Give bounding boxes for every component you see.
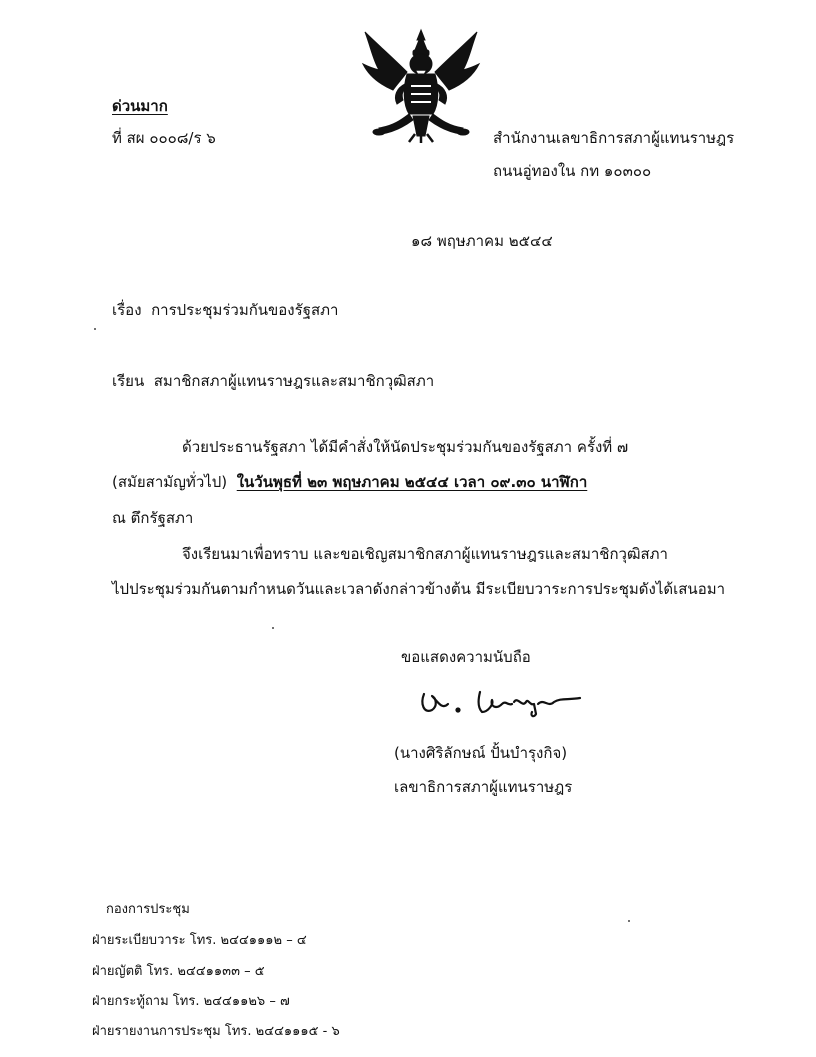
meeting-datetime: ในวันพุธที่ ๒๓ พฤษภาคม ๒๕๔๔ เวลา ๐๙.๓๐ นาฬิกา	[236, 473, 588, 491]
body-paragraph-2-line-1: จึงเรียนมาเพื่อทราบ และขอเชิญสมาชิกสภาผู้แทนราษฎรและสมาชิกวุฒิสภา	[182, 545, 668, 563]
body-paragraph-2-line-2: ไปประชุมร่วมกันตามกำหนดวันและเวลาดังกล่าวข้างต้น มีระเบียบวาระการประชุมดังได้เสนอมา	[112, 580, 726, 598]
recipient-label: เรียน	[112, 372, 145, 390]
signer-name: (นางศิริลักษณ์ ปั้นบำรุงกิจ)	[394, 744, 568, 762]
subject-label: เรื่อง	[112, 301, 142, 319]
contact-line: ฝ่ายระเบียบวาระ โทร. ๒๔๔๑๑๑๒ – ๔	[92, 933, 307, 948]
recipient-text: สมาชิกสภาผู้แทนราษฎรและสมาชิกวุฒิสภา	[153, 372, 435, 390]
session-type: (สมัยสามัญทั่วไป)	[112, 473, 228, 491]
body-paragraph-1-line-1: ด้วยประธานรัฐสภา ได้มีคำสั่งให้นัดประชุมร่วมกันของรัฐสภา ครั้งที่ ๗	[182, 438, 629, 456]
recipient-line	[112, 371, 434, 391]
body-paragraph-1-line-2	[112, 472, 587, 492]
closing-salutation: ขอแสดงความนับถือ	[401, 648, 531, 666]
contact-line: ฝ่ายกระทู้ถาม โทร. ๒๔๔๑๑๒๖ – ๗	[92, 994, 290, 1009]
contact-line: ฝ่ายญัตติ โทร. ๒๔๔๑๑๓๓ – ๕	[92, 964, 265, 979]
contact-line: ฝ่ายรายงานการประชุม โทร. ๒๔๔๑๑๑๕ - ๖	[92, 1024, 340, 1039]
scan-speck	[94, 328, 96, 330]
signer-position: เลขาธิการสภาผู้แทนราษฎร	[394, 778, 573, 796]
subject-text: การประชุมร่วมกันของรัฐสภา	[151, 301, 339, 319]
subject-line	[112, 300, 338, 320]
letter-date: ๑๘ พฤษภาคม ๒๕๔๔	[411, 232, 553, 250]
garuda-emblem-icon	[357, 26, 485, 144]
scan-speck	[628, 920, 630, 922]
office-name: สำนักงานเลขาธิการสภาผู้แทนราษฎร	[493, 129, 735, 147]
handwritten-signature	[418, 684, 586, 720]
office-address: ถนนอู่ทองใน กท ๑๐๓๐๐	[493, 162, 652, 180]
department-name: กองการประชุม	[106, 902, 190, 917]
document-number: ที่ สผ ๐๐๐๘/ร ๖	[112, 129, 216, 147]
body-paragraph-1-line-3: ณ ตึกรัฐสภา	[112, 509, 194, 527]
urgency-label: ด่วนมาก	[112, 97, 168, 115]
scan-speck	[272, 627, 274, 629]
